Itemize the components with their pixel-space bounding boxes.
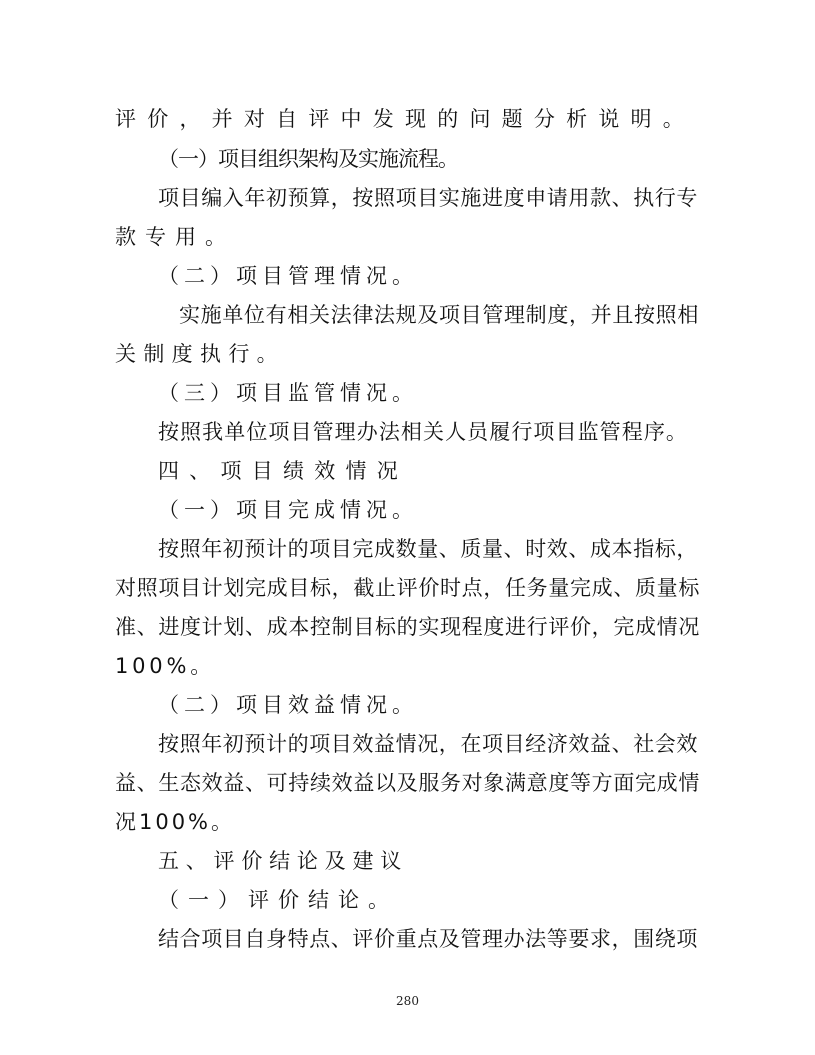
- text-line-18: 益、生态效益、可持续效益以及服务对象满意度等方面完成情: [115, 771, 700, 795]
- text-line-12: 按照年初预计的项目完成数量、质量、时效、成本指标，: [158, 537, 698, 561]
- text-line-6: 实施单位有相关法律法规及项目管理制度，并且按照相: [179, 303, 699, 327]
- page-number: 280: [396, 994, 419, 1008]
- text-line-2: （一）项目组织架构及实施流程。: [158, 147, 458, 171]
- text-line-9: 按照我单位项目管理办法相关人员履行项目监管程序。: [158, 420, 688, 444]
- text-line-5: （二）项目管理情况。: [158, 264, 418, 288]
- text-line-3: 项目编入年初预算，按照项目实施进度申请用款、执行专: [158, 186, 698, 210]
- text-line-16: （二）项目效益情况。: [158, 693, 418, 717]
- text-line-13: 对照项目计划完成目标，截止评价时点，任务量完成、质量标: [115, 576, 700, 600]
- text-line-22: 结合项目自身特点、评价重点及管理办法等要求，围绕项: [158, 927, 698, 951]
- text-line-20: 五、评价结论及建议: [158, 849, 408, 873]
- text-line-10: 四、项目绩效情况: [158, 459, 408, 483]
- text-line-19: 况100%。: [115, 810, 235, 834]
- text-line-1: 评价，并对自评中发现的问题分析说明。: [115, 107, 695, 131]
- text-line-21: （一）评价结论。: [158, 888, 398, 912]
- text-line-17: 按照年初预计的项目效益情况，在项目经济效益、社会效: [158, 732, 698, 756]
- text-line-14: 准、进度计划、成本控制目标的实现程度进行评价，完成情况: [115, 615, 700, 639]
- text-line-7: 关制度执行。: [115, 342, 285, 366]
- text-line-15: 100%。: [115, 654, 215, 678]
- text-line-8: （三）项目监管情况。: [158, 381, 418, 405]
- text-line-11: （一）项目完成情况。: [158, 498, 418, 522]
- text-line-4: 款专用。: [115, 225, 235, 249]
